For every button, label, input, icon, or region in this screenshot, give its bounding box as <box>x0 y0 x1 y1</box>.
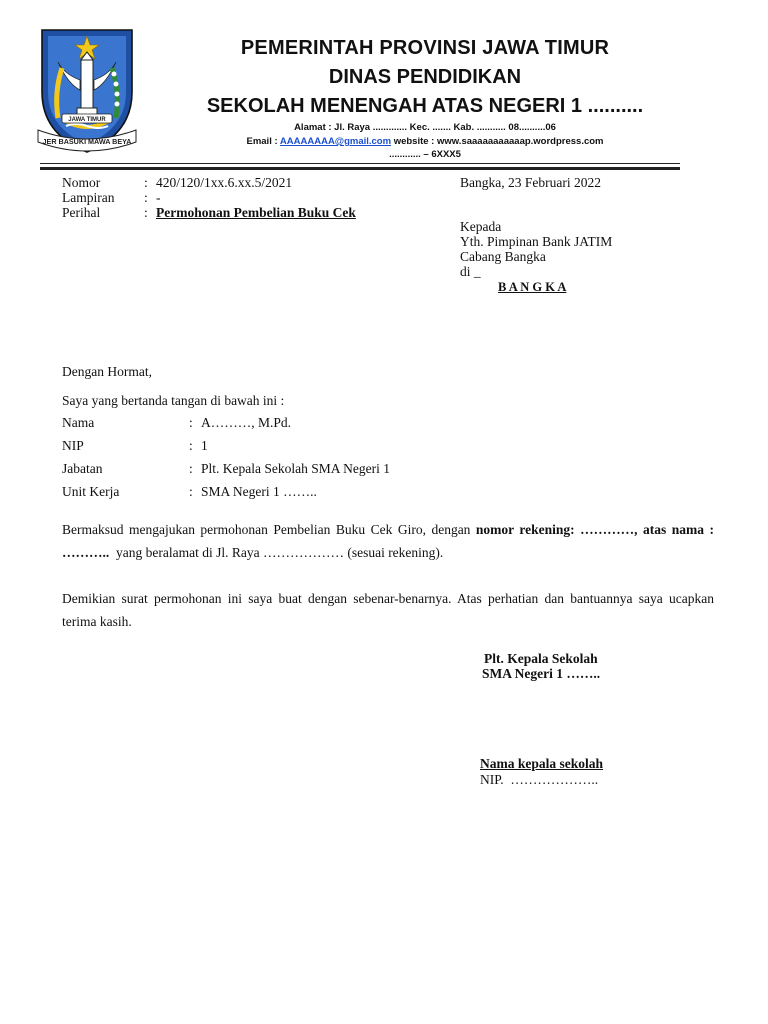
logo-motto-text: JER BASUKI MAWA BEYA <box>42 137 132 146</box>
identity-label-nama: Nama <box>62 415 95 430</box>
signature-nip: NIP. ……………….. <box>480 772 599 787</box>
identity-label-unit-kerja: Unit Kerja <box>62 484 120 499</box>
identity-colon: : <box>189 461 193 476</box>
identity-colon: : <box>189 438 193 453</box>
paragraph-closing: Demikian surat permohonan ini saya buat dengan sebenar-benarnya. Atas perhatian dan bantuannya saya ucapkan terima kasih. <box>62 591 714 629</box>
paragraph-request-account: nomor rekening: …………, atas nama : ……….. <box>62 522 714 560</box>
intro-text: Saya yang bertanda tangan di bawah ini : <box>62 393 285 408</box>
website-text: website : www.saaaaaaaaaaap.wordpress.com <box>391 136 604 147</box>
identity-label-jabatan: Jabatan <box>62 461 103 476</box>
email-label: Email : <box>246 136 280 147</box>
perihal-value: Permohonan Pembelian Buku Cek <box>156 205 356 220</box>
perihal-label: Perihal <box>62 205 101 220</box>
lampiran-colon: : <box>144 190 148 205</box>
lampiran-value: - <box>156 190 161 205</box>
nomor-label: Nomor <box>62 175 101 190</box>
signature-title: Plt. Kepala Sekolah <box>484 651 598 666</box>
recipient-di: di _ <box>460 264 481 279</box>
identity-colon: : <box>189 415 193 430</box>
letterhead-divider-thick <box>40 167 680 170</box>
identity-label-nip: NIP <box>62 438 84 453</box>
signature-school: SMA Negeri 1 …….. <box>482 666 601 681</box>
letterhead-divider-thin <box>40 163 680 164</box>
identity-value-nip: 1 <box>201 438 208 453</box>
identity-colon: : <box>189 484 193 499</box>
recipient-city: B A N G K A <box>498 280 567 294</box>
nomor-value: 420/120/1xx.6.xx.5/2021 <box>156 175 293 190</box>
recipient-name: Yth. Pimpinan Bank JATIM <box>460 234 613 249</box>
letterhead-line-department: DINAS PENDIDIKAN <box>328 66 522 88</box>
jawa-timur-coat-of-arms-logo <box>36 22 138 157</box>
recipient-kepada: Kepada <box>460 219 502 234</box>
recipient-branch: Cabang Bangka <box>460 249 546 264</box>
paragraph-request <box>62 518 714 564</box>
letterhead-contact <box>150 136 700 147</box>
perihal-colon: : <box>144 205 148 220</box>
letterhead-line-government: PEMERINTAH PROVINSI JAWA TIMUR <box>240 37 610 59</box>
letterhead-address: Alamat : Jl. Raya ............. Kec. ....... Kab. ........... 08..........06 <box>294 122 556 133</box>
greeting: Dengan Hormat, <box>62 364 152 379</box>
paragraph-request-part3: yang beralamat di Jl. Raya ……………… (sesuai rekening). <box>109 545 444 560</box>
paragraph-request-part1: Bermaksud mengajukan permohonan Pembelian Buku Cek Giro, dengan <box>62 522 476 537</box>
identity-value-jabatan: Plt. Kepala Sekolah SMA Negeri 1 <box>201 461 390 476</box>
place-date: Bangka, 23 Februari 2022 <box>460 175 601 190</box>
lampiran-label: Lampiran <box>62 190 115 205</box>
identity-value-unit-kerja: SMA Negeri 1 …….. <box>201 484 317 499</box>
nomor-colon: : <box>144 175 148 190</box>
letterhead-postcode: ............ – 6XXX5 <box>389 149 461 160</box>
letterhead-line-school: SEKOLAH MENENGAH ATAS NEGERI 1 .......... <box>206 95 644 117</box>
email-link[interactable]: AAAAAAAA@gmail.com <box>279 136 392 147</box>
logo-top-banner-text: JAWA TIMUR <box>68 117 106 123</box>
signature-name: Nama kepala sekolah <box>480 756 604 771</box>
identity-value-nama: A………, M.Pd. <box>201 415 292 430</box>
